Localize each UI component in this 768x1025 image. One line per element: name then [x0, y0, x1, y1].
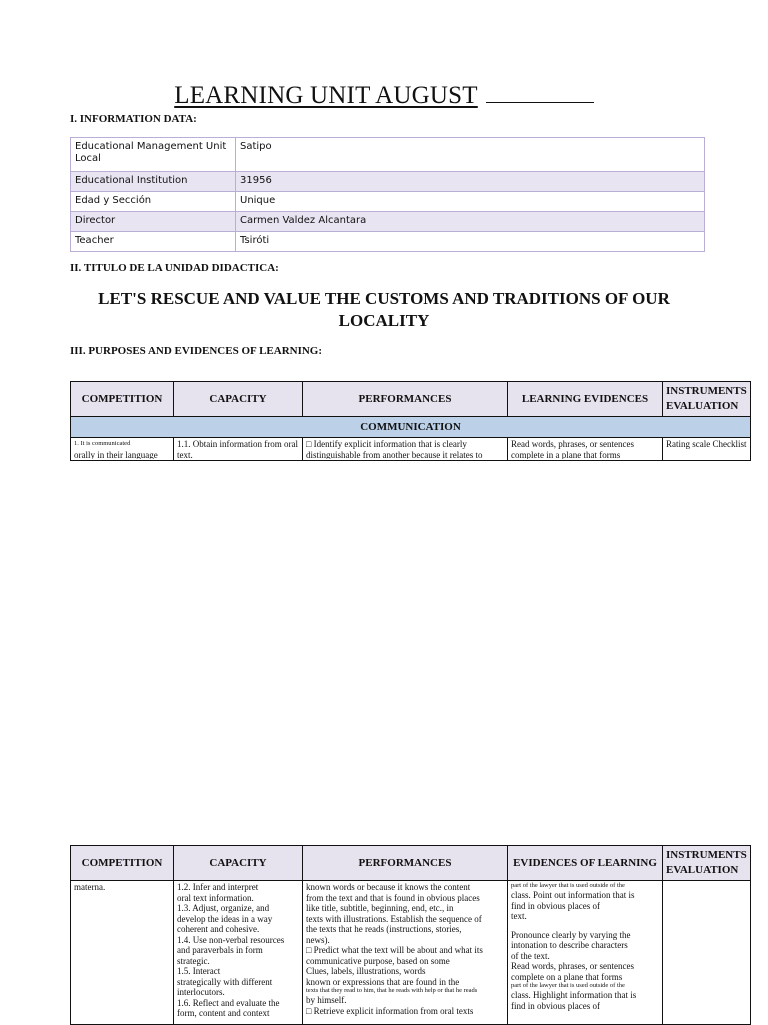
capacity-line: form, content and context [177, 1008, 270, 1018]
title-text: LEARNING UNIT AUGUST [174, 82, 478, 109]
evidence-line: Pronounce clearly by varying the [511, 929, 631, 940]
performance-line: news). [306, 934, 330, 945]
capacity-line: strategic. [177, 955, 210, 966]
header-evidences: EVIDENCES OF LEARNING [508, 846, 663, 881]
section-purposes-heading: III. PURPOSES AND EVIDENCES OF LEARNING: [70, 345, 323, 357]
info-row [71, 192, 705, 212]
table-row [71, 438, 751, 461]
section-information-heading: I. INFORMATION DATA: [70, 113, 197, 125]
communication-band [71, 417, 751, 438]
performance-line: known words or because it knows the content [306, 882, 471, 892]
evidence-line: Read words, phrases, or sentences [511, 961, 634, 971]
info-value: Tsiróti [236, 232, 705, 252]
info-row [71, 172, 705, 192]
capacity-line: oral text information. [177, 892, 254, 903]
info-row [71, 138, 705, 172]
performances-text: □ Identify explicit information that is clearly distinguishable from another because it relates to [306, 439, 483, 459]
capacity-text: 1.1. Obtain information from oral text. [177, 439, 298, 459]
instruments-cell [663, 881, 751, 1025]
performance-line: □ Predict what the text will be about and what its [306, 945, 483, 955]
competition-small-text: 1. It is communicated [74, 440, 131, 447]
competition-text: materna. [74, 882, 106, 892]
instruments-text: Rating scale Checklist [666, 439, 747, 449]
header-capacity: CAPACITY [174, 846, 303, 881]
header-performances: PERFORMANCES [303, 382, 508, 417]
unit-title: LET'S RESCUE AND VALUE THE CUSTOMS AND TRADITIONS OF OUR LOCALITY [98, 289, 670, 330]
header-row [71, 382, 751, 417]
performance-line: texts that they read to him, that he reads with help or that he reads [306, 987, 478, 994]
capacity-line: 1.3. Adjust, organize, and [177, 903, 270, 913]
evidences-cell [508, 881, 663, 1025]
performance-line: communicative purpose, based on some [306, 955, 450, 966]
evidence-line: text. [511, 911, 527, 921]
header-instruments: INSTRUMENTS EVALUATION [663, 846, 751, 881]
section-unit-heading: II. TITULO DE LA UNIDAD DIDACTICA: [70, 262, 279, 274]
competition-text: orally in their language [74, 449, 158, 459]
info-label: Director [71, 212, 236, 232]
performance-line: by himself. [306, 995, 347, 1005]
header-evidences: LEARNING EVIDENCES [508, 382, 663, 417]
document-title [0, 82, 768, 110]
purposes-table-continued [70, 845, 751, 1025]
evidences-text: Read words, phrases, or sentences complete in a plane that forms [511, 439, 634, 459]
info-value: Carmen Valdez Alcantara [236, 212, 705, 232]
header-competition: COMPETITION [71, 846, 174, 881]
info-label: Teacher [71, 232, 236, 252]
evidence-line: part of the lawyer that is used outside of the [511, 882, 625, 889]
performance-line: the texts that he reads (instructions, stories, [306, 924, 462, 934]
performances-cell [303, 881, 508, 1025]
info-label: Edad y Sección [71, 192, 236, 212]
performance-line: □ Retrieve explicit information from oral texts [306, 1005, 474, 1016]
evidence-line: intonation to describe characters [511, 940, 628, 950]
performance-line: known or expressions that are found in the [306, 976, 460, 987]
capacity-line: 1.2. Infer and interpret [177, 882, 259, 892]
competition-cell [71, 438, 174, 461]
header-capacity: CAPACITY [174, 382, 303, 417]
capacity-line: interlocutors. [177, 987, 225, 997]
capacity-line: 1.4. Use non-verbal resources [177, 934, 285, 945]
evidence-line: find in obvious places of [511, 1000, 600, 1011]
evidence-line: class. Point out information that is [511, 890, 635, 900]
info-row [71, 232, 705, 252]
title-blank-line [486, 82, 594, 103]
header-instruments: INSTRUMENTS EVALUATION [663, 382, 751, 417]
table-row [71, 881, 751, 1025]
capacity-cell [174, 881, 303, 1025]
evidences-cell [508, 438, 663, 461]
header-row [71, 846, 751, 881]
evidence-line: of the text. [511, 950, 550, 961]
evidence-line: part of the lawyer that is used outside of the [511, 982, 625, 989]
capacity-line: and paraverbals in form [177, 945, 263, 955]
evidence-line: find in obvious places of [511, 900, 600, 911]
capacity-line: coherent and cohesive. [177, 924, 260, 934]
info-row [71, 212, 705, 232]
capacity-line: 1.6. Reflect and evaluate the [177, 997, 280, 1008]
capacity-cell [174, 438, 303, 461]
performance-line: texts with illustrations. Establish the sequence of [306, 913, 482, 924]
info-value: Unique [236, 192, 705, 212]
evidence-line: class. Highlight information that is [511, 990, 637, 1000]
performance-line: from the text and that is found in obvious places [306, 892, 480, 903]
purposes-table [70, 381, 751, 461]
capacity-line: 1.5. Interact [177, 966, 221, 976]
competition-cell [71, 881, 174, 1025]
header-competition: COMPETITION [71, 382, 174, 417]
performance-line: Clues, labels, illustrations, words [306, 966, 426, 976]
performances-cell [303, 438, 508, 461]
capacity-line: develop the ideas in a way [177, 913, 273, 924]
area-label: COMMUNICATION [71, 417, 751, 438]
info-value: 31956 [236, 172, 705, 192]
header-performances: PERFORMANCES [303, 846, 508, 881]
info-label: Educational Institution [71, 172, 236, 192]
evidence-line [511, 922, 659, 930]
info-value: Satipo [236, 138, 705, 172]
performance-line: like title, subtitle, beginning, end, etc., in [306, 903, 454, 913]
instruments-cell [663, 438, 751, 461]
information-table [70, 137, 705, 252]
info-label: Educational Management Unit Local [71, 138, 236, 172]
capacity-line: strategically with different [177, 976, 273, 987]
evidence-line: complete on a plane that forms [511, 971, 623, 982]
